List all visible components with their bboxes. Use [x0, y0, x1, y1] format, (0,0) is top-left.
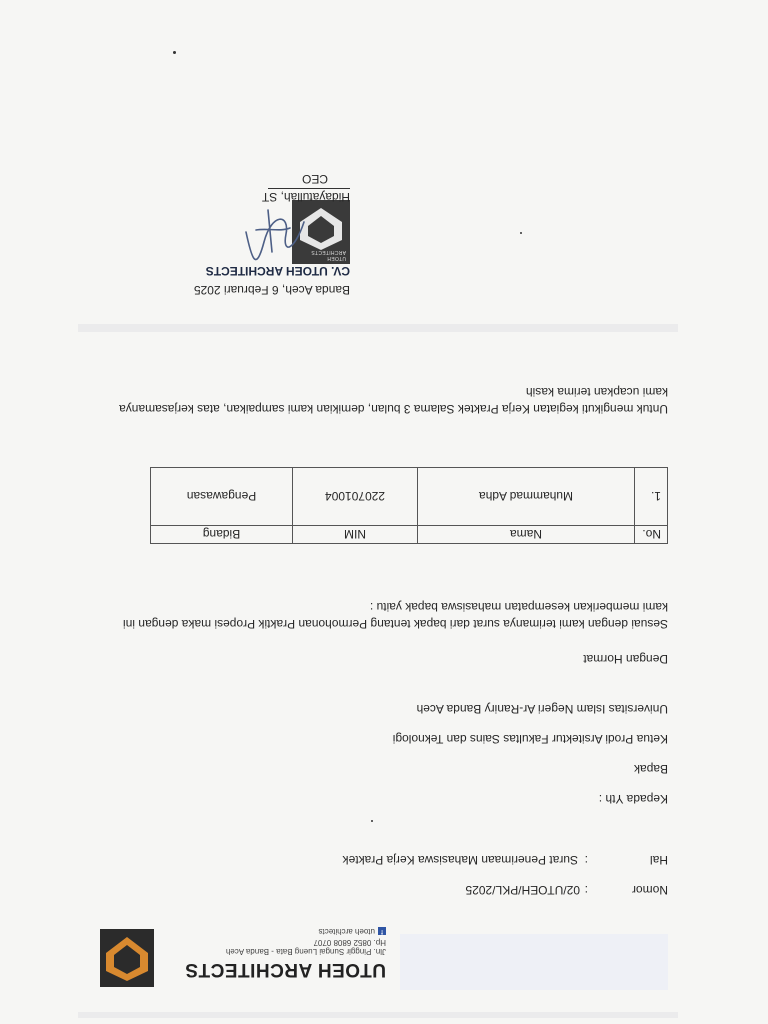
cell-bidang: Pengawasan: [151, 468, 293, 526]
company-logo: [100, 929, 154, 987]
recipient-salutation: Kepada Yth :: [598, 792, 668, 806]
paragraph-2-line-1: Untuk mengikuti kegiatan Kerja Praktek Salama 3 bulan, demikian kami sampaikan, atas kerjasamanya: [119, 402, 668, 416]
signer-title: CEO: [301, 172, 328, 186]
nomor-label: Nomor: [631, 883, 668, 897]
cell-nim: 220701004: [293, 468, 418, 526]
phone-line: Hp. 0852 6808 0707: [313, 938, 386, 947]
facebook-icon: f: [378, 927, 386, 935]
header-nim: NIM: [293, 526, 418, 544]
cell-no: 1.: [635, 468, 668, 526]
hal-value: Surat Penerimaan Mahasiswa Kerja Praktek: [342, 853, 578, 867]
paragraph-1-line-1: Sesuai dengan kami terimanya surat dari bapak tentang Permohonan Praktik Propesi maka dengan ini: [123, 617, 668, 631]
signature-icon: [234, 198, 364, 272]
nomor-sep: :: [584, 883, 588, 897]
company-address: [226, 938, 386, 956]
table-header-row: [151, 526, 668, 544]
scan-fold-band: [78, 324, 678, 332]
address-line: Jln. Pinggir Sungai Lueng Bata - Banda Aceh: [225, 947, 386, 956]
stamp-text: UTOEH ARCHITECTS: [311, 249, 346, 261]
scan-edge-band: [78, 1012, 678, 1018]
table-row: [151, 468, 668, 526]
student-table: [150, 467, 668, 544]
place-date: Banda Aceh, 6 Februari 2025: [193, 283, 350, 297]
header-no: No.: [635, 526, 668, 544]
recipient-position: Ketua Prodi Arsitektur Fakultas Sains dan Teknologi: [392, 732, 668, 746]
recipient-institution: Universitas Islam Negeri Ar-Raniry Banda Aceh: [416, 702, 668, 716]
nomor-value: 02/UTOEH/PKL/2025: [465, 883, 580, 897]
social-handle: utoeh architects: [318, 927, 375, 936]
header-bidang: Bidang: [151, 526, 293, 544]
hal-label: Hal: [649, 853, 668, 867]
scan-speck: [371, 820, 373, 822]
letterhead-band: [400, 934, 668, 990]
signer-name: Hidayatullah, ST: [261, 190, 350, 204]
paragraph-1-line-2: kami memberikan kesempatan mahasiswa bapak yaitu :: [369, 600, 668, 614]
company-name: UTOEH ARCHITECTS: [184, 959, 386, 980]
company-social: [319, 927, 386, 936]
header-nama: Nama: [418, 526, 635, 544]
house-shield-logo-icon: [100, 929, 154, 987]
cell-nama: Muhammad Adha: [418, 468, 635, 526]
scan-speck: [173, 51, 176, 54]
scan-speck: [520, 232, 522, 234]
signature-company: CV. UTOEH ARCHITECTS: [205, 264, 350, 278]
greeting: Dengan Hormat: [583, 652, 668, 666]
paragraph-2-line-2: kami ucapkan terima kasih: [525, 385, 668, 399]
hal-sep: :: [584, 853, 588, 867]
recipient-title: Bapak: [633, 762, 668, 776]
